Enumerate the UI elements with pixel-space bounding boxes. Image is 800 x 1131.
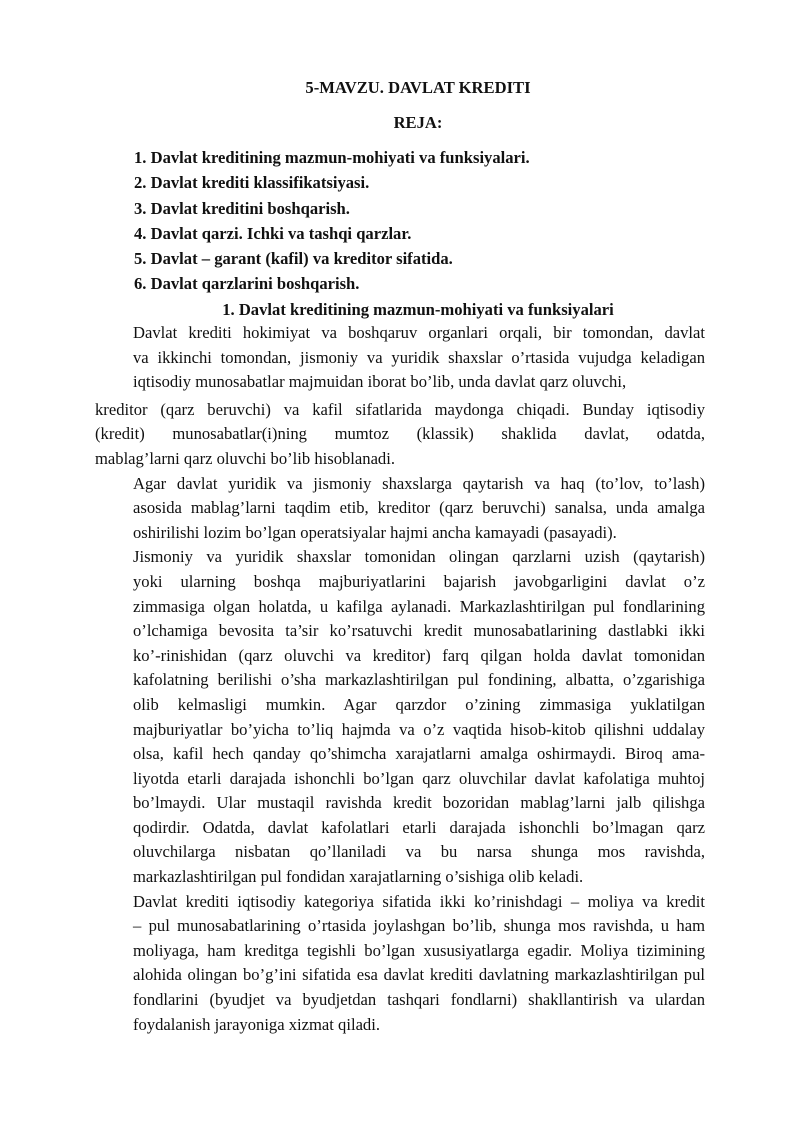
text-line: zimmasiga olgan holatda, u kafilga aylanadi. Markazlashtirilgan pul fondlarining [133, 596, 705, 616]
text-line: yoki ularning boshqa majburiyatlarini bajarish javobgarligini davlat o’z [133, 571, 705, 591]
plan-heading: REJA: [393, 113, 443, 132]
plan-item: 2. Davlat krediti klassifikatsiyasi. [134, 173, 370, 193]
text-line: olib kelmasligi mumkin. Agar qarzdor o’zining zimmasiga yuklatilgan [133, 694, 705, 714]
text-line: mablag’larni qarz oluvchi bo’lib hisoblanadi. [95, 448, 395, 468]
text-line: Davlat krediti iqtisodiy kategoriya sifatida ikki ko’rinishdagi – moliya va kredit [133, 891, 705, 911]
text-line: ko’-rinishidan (qarz oluvchi va kreditor) farq qilgan holda davlat tomonidan [133, 645, 705, 665]
text-line: (kredit) munosabatlar(i)ning mumtoz (klassik) shaklida davlat, odatda, [95, 424, 705, 444]
plan-list [134, 145, 530, 297]
plan-item: 1. Davlat kreditining mazmun-mohiyati va funksiyalari. [134, 148, 530, 167]
text-line: va ikkinchi tomondan, jismoniy va yuridik shaxslar o’rtasida vujudga keladigan [133, 347, 705, 367]
text-line: foydalanish jarayoniga xizmat qiladi. [133, 1014, 380, 1034]
body-text [95, 321, 705, 1037]
text-line: oluvchilarga nisbatan qo’llaniladi va bu narsa shunga mos ravishda, [133, 842, 705, 862]
text-line: Davlat krediti hokimiyat va boshqaruv organlari orqali, bir tomondan, davlat [133, 323, 705, 342]
text-line: bo’lmaydi. Ular mustaqil ravishda kredit bozoridan mablag’larni jalb qilishga [133, 793, 705, 813]
text-line: iqtisodiy munosabatlar majmuidan iborat bo’lib, unda davlat qarz oluvchi, [133, 372, 627, 392]
text-line: qodirdir. Odatda, davlat kafolatlari etarli darajada ishonchli bo’lmagan qarz [133, 817, 705, 837]
text-line: kreditor (qarz beruvchi) va kafil sifatlarida maydonga chiqadi. Bunday iqtisodiy [95, 399, 705, 419]
text-line: markazlashtirilgan pul fondidan xarajatlarning o’sishiga olib keladi. [133, 867, 584, 887]
section-title: 1. Davlat kreditining mazmun-mohiyati va funksiyalari [222, 300, 614, 319]
text-line: – pul munosabatlarining o’rtasida joylashgan bo’lib, shunga mos ravishda, u ham [133, 916, 705, 936]
text-line: asosida mablag’larni taqdim etib, kreditor (qarz beruvchi) sanalsa, unda amalga [133, 498, 705, 518]
plan-item: 6. Davlat qarzlarini boshqarish. [134, 274, 360, 294]
paragraph [95, 545, 705, 889]
page-title: 5-MAVZU. DAVLAT KREDITI [305, 78, 531, 97]
paragraph [95, 890, 705, 1038]
paragraph [95, 321, 705, 395]
plan-item: 3. Davlat kreditini boshqarish. [134, 198, 350, 218]
text-line: liyotda etarli darajada ishonchli bo’lgan qarz oluvchilar davlat kafolatiga muhtoj [133, 768, 705, 788]
text-line: moliyaga, ham kreditga tegishli bo’lgan xususiyatlarga egadir. Moliya tizimining [133, 940, 705, 960]
text-line: olsa, kafil hech qanday qo’shimcha xarajatlarni amalga oshirmaydi. Biroq ama- [133, 744, 705, 764]
paragraph [95, 398, 705, 472]
plan-item: 5. Davlat – garant (kafil) va kreditor sifatida. [134, 249, 453, 269]
paragraph [95, 472, 705, 546]
text-line: oshirilishi lozim bo’lgan operatsiyalar hajmi ancha kamayadi (pasayadi). [133, 522, 617, 542]
text-line: alohida olingan bo’g’ini sifatida esa davlat krediti davlatning markazlashtirilgan pul [133, 965, 705, 985]
plan-item: 4. Davlat qarzi. Ichki va tashqi qarzlar. [134, 223, 412, 243]
text-line: majburiyatlar bo’yicha to’liq hajmda va o’z vaqtida hisob-kitob qilishni uddalay [133, 719, 705, 739]
text-line: Agar davlat yuridik va jismoniy shaxslarga qaytarish va haq (to’lov, to’lash) [133, 473, 705, 493]
text-line: o’lchamiga bevosita ta’sir ko’rsatuvchi kredit munosabatlarining dastlabki ikki [133, 621, 705, 641]
text-line: kafolatning berilishi o’sha markazlashtirilgan pul fondining, albatta, o’zgarishiga [133, 670, 705, 690]
text-line: Jismoniy va yuridik shaxslar tomonidan olingan qarzlarni uzish (qaytarish) [133, 547, 705, 567]
text-line: fondlarini (byudjet va byudjetdan tashqari fondlarni) shakllantirish va ulardan [133, 990, 705, 1010]
